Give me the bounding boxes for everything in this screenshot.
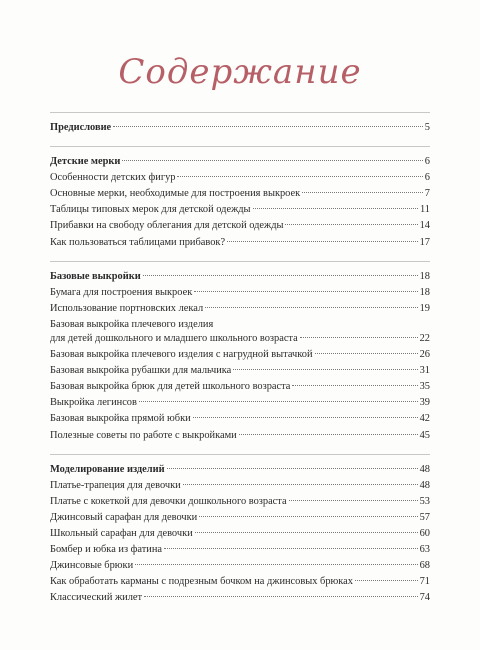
toc-entry-title: Базовая выкройка плечевого изделия с нагрудной вытачкой <box>50 349 313 361</box>
dot-leader <box>355 580 418 581</box>
toc-entry[interactable] <box>50 347 430 363</box>
dot-leader <box>292 385 417 386</box>
toc-page-number: 35 <box>419 381 430 393</box>
toc-entry[interactable] <box>50 590 430 606</box>
dot-leader <box>195 532 418 533</box>
toc-page-number: 71 <box>419 576 430 588</box>
toc-page-number: 60 <box>419 527 430 539</box>
toc-entry[interactable] <box>50 317 430 331</box>
toc-entry[interactable] <box>50 526 430 542</box>
dot-leader <box>167 468 418 469</box>
toc-entry[interactable] <box>50 186 430 202</box>
dot-leader <box>193 417 418 418</box>
toc-section <box>50 454 430 607</box>
toc-entry-title: Таблицы типовых мерок для детской одежды <box>50 204 251 216</box>
dot-leader <box>315 353 418 354</box>
toc-entry-title: Детские мерки <box>50 156 121 168</box>
toc-entry[interactable] <box>50 411 430 427</box>
toc-page-number: 48 <box>419 479 430 491</box>
dot-leader <box>144 596 418 597</box>
toc-entry[interactable] <box>50 395 430 411</box>
toc-entry-title: Выкройка легинсов <box>50 397 137 409</box>
toc-entry-title: Полезные советы по работе с выкройками <box>50 429 237 441</box>
toc-entry-title: Джинсовый сарафан для девочки <box>50 511 198 523</box>
toc-page-number: 14 <box>419 220 430 232</box>
toc-page-number: 17 <box>419 236 430 248</box>
dot-leader <box>285 224 417 225</box>
toc-entry-title: Как пользоваться таблицами прибавок? <box>50 236 226 248</box>
toc-entry[interactable] <box>50 478 430 494</box>
toc-page-number: 26 <box>419 349 430 361</box>
toc-entry-title: Школьный сарафан для девочки <box>50 527 193 539</box>
dot-leader <box>233 369 417 370</box>
toc-section-heading[interactable] <box>50 462 430 478</box>
toc-entry[interactable] <box>50 331 430 347</box>
toc-entry-title: Предисловие <box>50 122 112 133</box>
toc-entry[interactable] <box>50 494 430 510</box>
dot-leader <box>177 176 422 177</box>
toc-entry[interactable] <box>50 218 430 234</box>
toc-entry-title: Моделирование изделий <box>50 463 165 475</box>
toc-page-number: 6 <box>424 156 430 168</box>
toc-section <box>50 261 430 444</box>
dot-leader <box>205 307 417 308</box>
dot-leader <box>139 401 418 402</box>
toc-page-number: 48 <box>419 463 430 475</box>
toc-page-number: 5 <box>424 122 430 133</box>
dot-leader <box>135 564 417 565</box>
dot-leader <box>122 160 422 161</box>
dot-leader <box>302 192 423 193</box>
dot-leader <box>239 434 418 435</box>
toc-page-number: 18 <box>419 286 430 298</box>
toc-page-number: 45 <box>419 429 430 441</box>
toc-entry-title: Использование портновских лекал <box>50 302 204 314</box>
toc-page-number: 68 <box>419 560 430 572</box>
toc-entry-title: Базовая выкройка брюк для детей школьного возраста <box>50 381 291 393</box>
toc-entry-title: Джинсовые брюки <box>50 560 134 572</box>
toc-entry-title: Классический жилет <box>50 592 143 604</box>
toc-page-number: 31 <box>419 365 430 377</box>
toc-page-number: 6 <box>424 172 430 184</box>
toc-page-number: 7 <box>424 188 430 200</box>
toc-entry[interactable] <box>50 574 430 590</box>
dot-leader <box>199 516 417 517</box>
dot-leader <box>194 291 417 292</box>
toc-entry[interactable] <box>50 510 430 526</box>
toc-page-number: 53 <box>419 495 430 507</box>
toc-entry-title: Базовая выкройка плечевого изделия <box>50 318 214 330</box>
toc-page-number: 57 <box>419 511 430 523</box>
toc-entry-title: Базовые выкройки <box>50 270 141 282</box>
dot-leader <box>183 484 418 485</box>
dot-leader <box>300 337 418 338</box>
dot-leader <box>113 126 423 127</box>
toc-page-number: 19 <box>419 302 430 314</box>
toc-entry-title: Прибавки на свободу облегания для детской одежды <box>50 220 284 232</box>
toc-section-heading[interactable] <box>50 120 430 136</box>
dot-leader <box>143 275 418 276</box>
page-title: Содержание <box>118 52 362 92</box>
toc-page-number: 39 <box>419 397 430 409</box>
dot-leader <box>227 241 418 242</box>
toc-entry-title: Бумага для построения выкроек <box>50 286 193 298</box>
toc-entry-title: Особенности детских фигур <box>50 172 176 184</box>
toc-page-number: 18 <box>419 270 430 282</box>
toc-entry-title: для детей дошкольного и младшего школьного возраста <box>50 332 298 344</box>
toc-entry-title: Бомбер и юбка из фатина <box>50 544 163 556</box>
toc-section <box>50 112 430 136</box>
toc-entry[interactable] <box>50 285 430 301</box>
dot-leader <box>289 500 418 501</box>
toc-page-number: 11 <box>419 204 430 216</box>
toc-entry[interactable] <box>50 558 430 574</box>
toc-entry[interactable] <box>50 363 430 379</box>
toc-entry-title: Основные мерки, необходимые для построения выкроек <box>50 188 301 200</box>
toc-entry[interactable] <box>50 542 430 558</box>
toc-section-heading[interactable] <box>50 269 430 285</box>
toc-page-number: 74 <box>419 592 430 604</box>
toc-entry[interactable] <box>50 428 430 444</box>
toc-entry[interactable] <box>50 301 430 317</box>
toc-entry[interactable] <box>50 235 430 251</box>
toc-entry[interactable] <box>50 202 430 218</box>
toc-entry-title: Как обработать карманы с подрезным бочком на джинсовых брюках <box>50 576 353 588</box>
toc-page-number: 63 <box>419 544 430 556</box>
toc-entry-title: Платье с кокеткой для девочки дошкольного возраста <box>50 495 287 507</box>
table-of-contents <box>50 112 430 606</box>
toc-section <box>50 146 430 251</box>
toc-page-number: 22 <box>419 332 430 344</box>
toc-entry-title: Платье-трапеция для девочки <box>50 479 181 491</box>
toc-section-heading[interactable] <box>50 154 430 170</box>
toc-entry[interactable] <box>50 170 430 186</box>
dot-leader <box>253 208 418 209</box>
toc-entry[interactable] <box>50 379 430 395</box>
toc-entry-title: Базовая выкройка прямой юбки <box>50 413 191 425</box>
toc-entry-title: Базовая выкройка рубашки для мальчика <box>50 365 232 377</box>
toc-page-number: 42 <box>419 413 430 425</box>
dot-leader <box>164 548 418 549</box>
